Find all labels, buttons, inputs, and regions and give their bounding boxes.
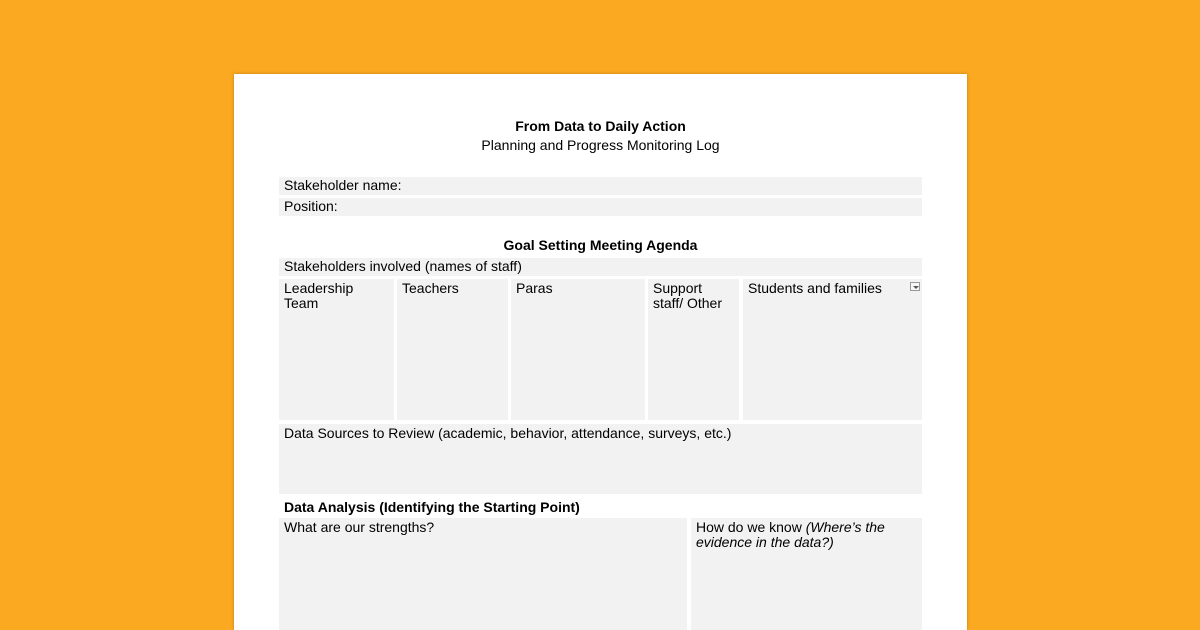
document-page [234, 74, 967, 630]
agenda-title: Goal Setting Meeting Agenda [503, 237, 698, 253]
data-sources-label: Data Sources to Review (academic, behavior, attendance, surveys, etc.) [284, 425, 732, 441]
how-do-we-know-cell[interactable] [691, 518, 922, 630]
teachers-cell[interactable] [397, 279, 508, 420]
paras-label: Paras [516, 280, 553, 296]
data-sources-cell[interactable] [279, 424, 922, 494]
position-field[interactable]: Position: [279, 198, 922, 216]
document-subtitle: Planning and Progress Monitoring Log [481, 137, 720, 153]
document-title: From Data to Daily Action [515, 118, 686, 134]
evidence-hint: (Where’s the evidence in the data?) [696, 519, 885, 550]
stakeholders-involved-field[interactable]: Stakeholders involved (names of staff) [279, 258, 922, 276]
support-staff-label: Support staff/ Other [653, 280, 722, 311]
leadership-team-label: Leadership Team [284, 280, 354, 311]
teachers-label: Teachers [402, 280, 459, 296]
students-families-cell[interactable] [743, 279, 922, 420]
paras-cell[interactable] [511, 279, 645, 420]
stakeholder-name-field[interactable]: Stakeholder name: [279, 177, 922, 195]
how-do-we-know-label: How do we know [696, 519, 806, 535]
students-families-label: Students and families [748, 280, 882, 296]
strengths-cell[interactable] [279, 518, 687, 630]
support-staff-cell[interactable] [648, 279, 739, 420]
dropdown-arrow-icon[interactable] [910, 282, 920, 291]
data-analysis-title: Data Analysis (Identifying the Starting Point) [284, 499, 580, 515]
leadership-team-cell[interactable] [279, 279, 394, 420]
strengths-label: What are our strengths? [284, 519, 435, 535]
